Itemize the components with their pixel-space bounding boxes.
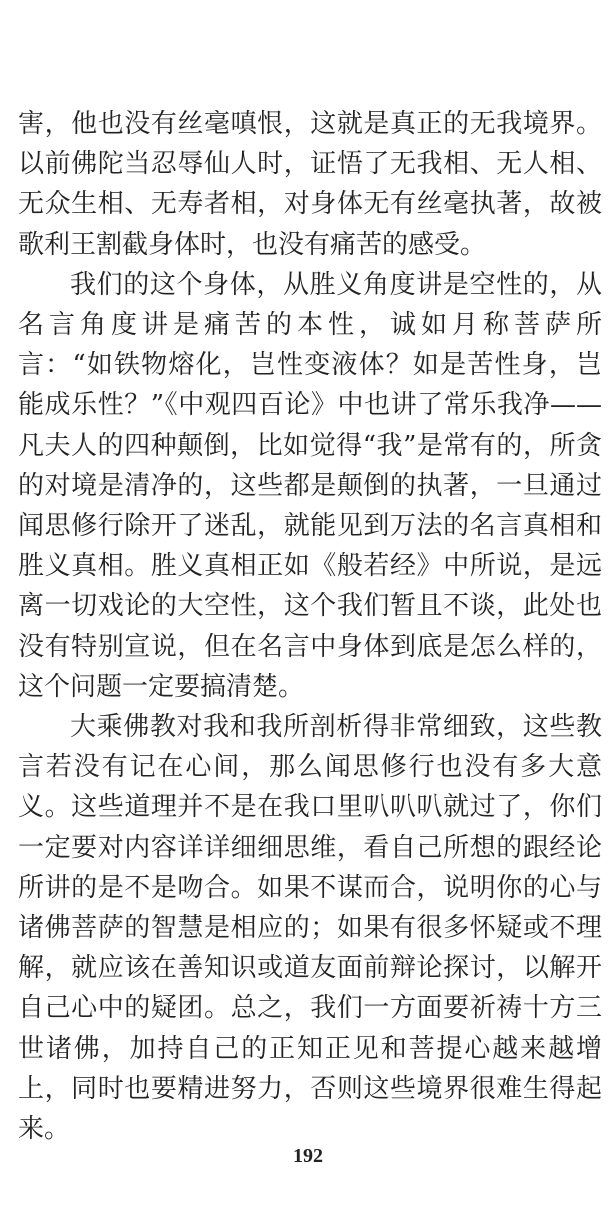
paragraph-mahayana-teaching: 大乘佛教对我和我所剖析得非常细致，这些教言若没有记在心间，那么闻思修行也没有多大意义。这些道理并不是在我口里叭叭叭就过了，你们一定要对内容详详细细思维，看自己所想的跟经论所讲的是不是吻合。如果不谋而合，说明你的心与诸佛菩萨的智慧是相应的；如果有很多怀疑或不理解，就应该在善知识或道友面前辩论探讨，以解开自己心中的疑团。总之，我们一方面要祈祷十方三世诸佛，加持自己的正知正见和菩提心越来越增上，同时也要精进努力，否则这些境界很难生得起来。: [18, 712, 602, 1145]
paragraph-body-emptiness: 我们的这个身体，从胜义角度讲是空性的，从名言角度讲是痛苦的本性，诚如月称菩萨所言：“如铁物熔化，岂性变液体？如是苦性身，岂能成乐性？”《中观四百论》中也讲了常乐我净——凡夫人的四种颠倒，比如觉得“我”是常有的，所贪的对境是清净的，这些都是颠倒的执著，一旦通过闻思修行除开了迷乱，就能见到万法的名言真相和胜义真相。胜义真相正如《般若经》中所说，是远离一切戏论的大空性，这个我们暂且不谈，此处也没有特别宣说，但在名言中身体到底是怎么样的，这个问题一定要搞清楚。: [18, 269, 602, 702]
body-text: [18, 104, 602, 1149]
paragraph-continued: 害，他也没有丝毫嗔恨，这就是真正的无我境界。以前佛陀当忍辱仙人时，证悟了无我相、无人相、无众生相、无寿者相，对身体无有丝毫执著，故被歌利王割截身体时，也没有痛苦的感受。: [18, 109, 602, 260]
page-number: 192: [293, 1145, 323, 1167]
